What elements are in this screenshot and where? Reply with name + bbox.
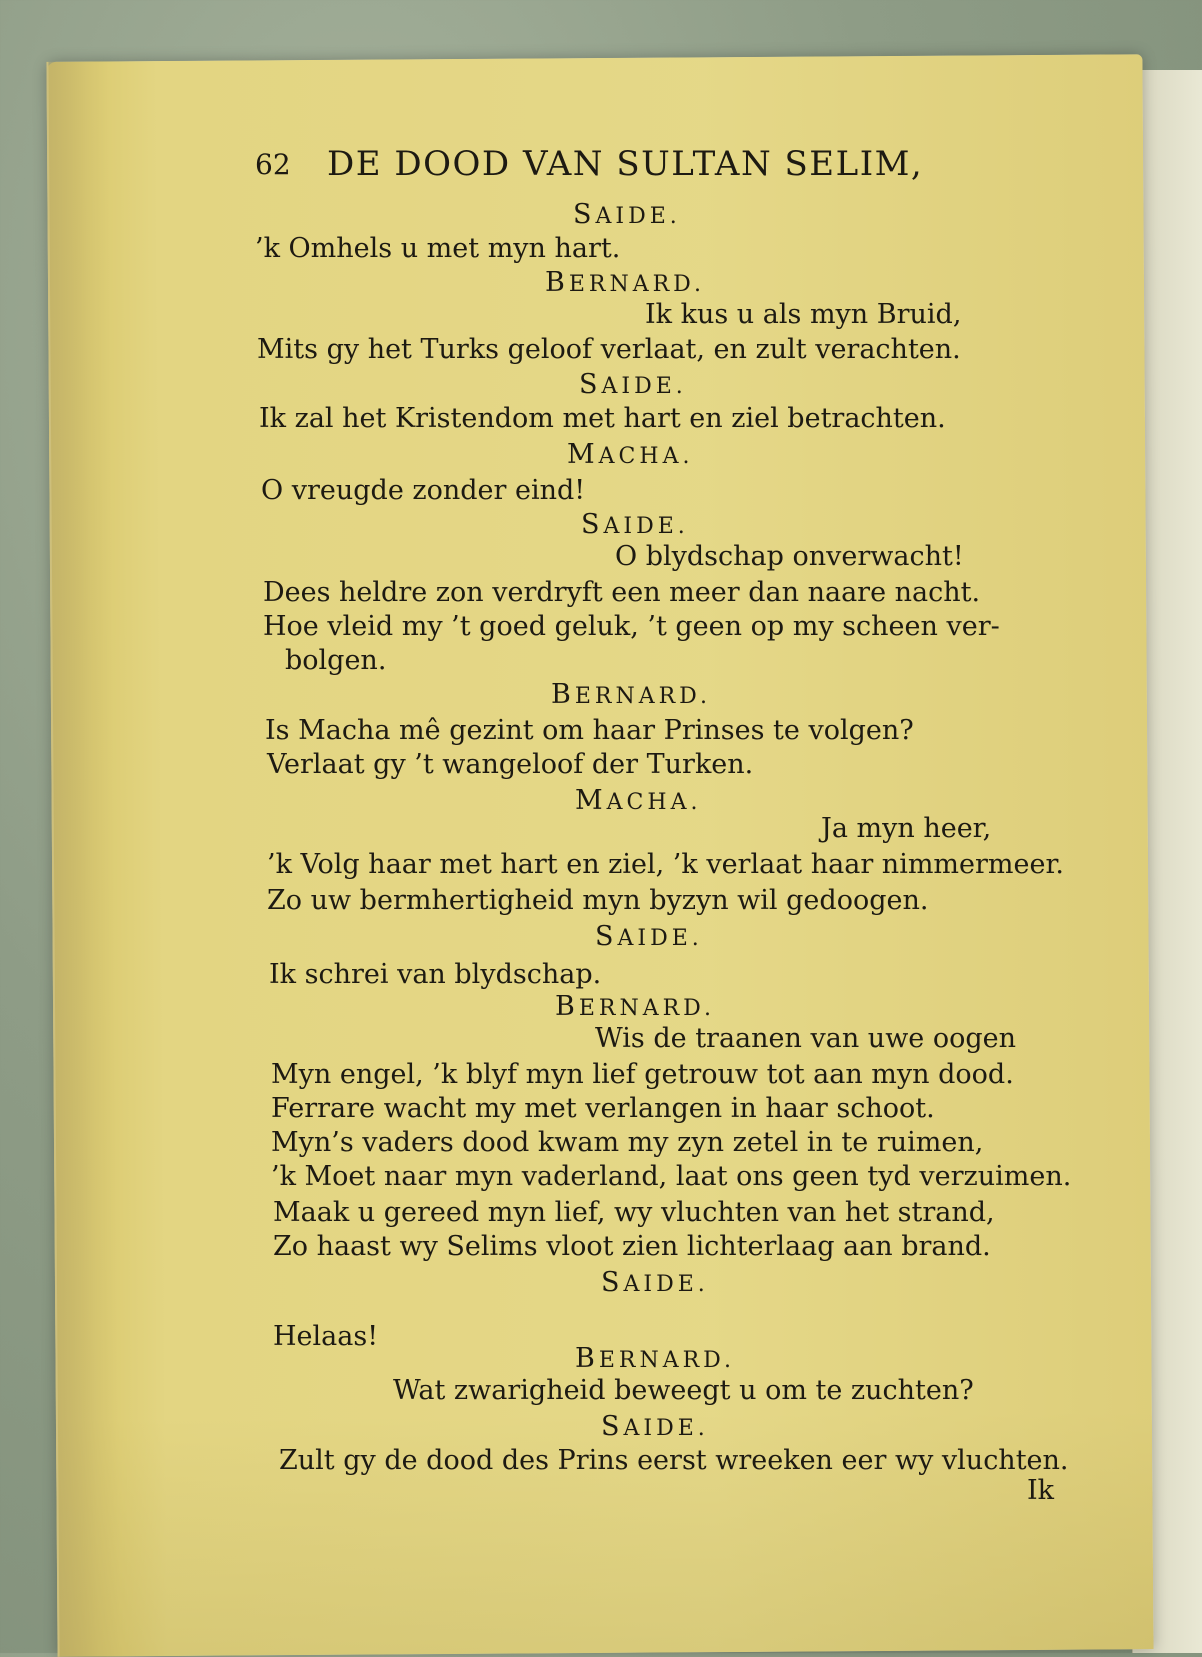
speaker-name: SAIDE.: [581, 509, 689, 540]
verse-line: Myn’s vaders dood kwam my zyn zetel in te ruimen,: [271, 1127, 984, 1158]
page-number: 62: [255, 148, 291, 181]
verse-line: Ik schrei van blydschap.: [269, 959, 602, 990]
verse-line: Zult gy de dood des Prins eerst wreeken eer wy vluchten.: [279, 1445, 1069, 1476]
verse-line: Dees heldre zon verdryft een meer dan naare nacht.: [263, 577, 981, 608]
page-text: [255, 144, 1072, 1506]
speaker-name: BERNARD.: [551, 679, 712, 710]
verse-line: ’k Volg haar met hart en ziel, ’k verlaat haar nimmermeer.: [267, 849, 1065, 880]
verse-line: Ik kus u als myn Bruid,: [645, 299, 962, 330]
verse-line: ’k Moet naar myn vaderland, laat ons geen tyd verzuimen.: [271, 1161, 1072, 1192]
verse-line: O blydschap onverwacht!: [615, 541, 964, 572]
page-header: [255, 144, 1065, 194]
page-gutter: [46, 61, 119, 1656]
verse-line: Mits gy het Turks geloof verlaat, en zult verachten.: [257, 334, 961, 365]
verse-line: Wat zwarigheid beweegt u om te zuchten?: [393, 1375, 974, 1406]
speaker-name: BERNARD.: [555, 991, 716, 1022]
speaker-name: SAIDE.: [579, 369, 687, 400]
verse-line: Verlaat gy ’t wangeloof der Turken.: [267, 749, 754, 780]
verse-line: Wis de traanen van uwe oogen: [595, 1023, 1017, 1054]
verse-line: Zo uw bermhertigheid myn byzyn wil gedoogen.: [267, 885, 929, 916]
verse-line: ’k Omhels u met myn hart.: [255, 233, 621, 264]
speaker-name: SAIDE.: [573, 199, 681, 230]
verse-line: O vreugde zonder eind!: [261, 475, 586, 506]
verse-line: Ferrare wacht my met verlangen in haar schoot.: [271, 1093, 935, 1124]
verse-line: Is Macha mê gezint om haar Prinses te volgen?: [265, 715, 914, 746]
speaker-name: SAIDE.: [601, 1267, 709, 1298]
verse-line: Maak u gereed myn lief, wy vluchten van het strand,: [273, 1197, 995, 1228]
verse-line: bolgen.: [285, 645, 387, 676]
speaker-name: MACHA.: [567, 439, 694, 470]
verse-line: Myn engel, ’k blyf myn lief getrouw tot aan myn dood.: [271, 1059, 1014, 1090]
verse-line: Ja myn heer,: [821, 813, 992, 844]
speaker-name: BERNARD.: [575, 1343, 736, 1374]
running-title: DE DOOD VAN SULTAN SELIM,: [327, 144, 924, 184]
speaker-name: MACHA.: [575, 785, 702, 816]
verse-line: Hoe vleid my ’t goed geluk, ’t geen op my scheen ver-: [263, 611, 1000, 642]
verse-line: Helaas!: [273, 1321, 379, 1352]
speaker-name: BERNARD.: [545, 267, 706, 298]
speaker-name: SAIDE.: [601, 1411, 709, 1442]
speaker-name: SAIDE.: [595, 921, 703, 952]
catchword: Ik: [1027, 1475, 1055, 1506]
verse-line: Zo haast wy Selims vloot zien lichterlaag aan brand.: [273, 1231, 991, 1262]
verse-line: Ik zal het Kristendom met hart en ziel betrachten.: [259, 403, 946, 434]
